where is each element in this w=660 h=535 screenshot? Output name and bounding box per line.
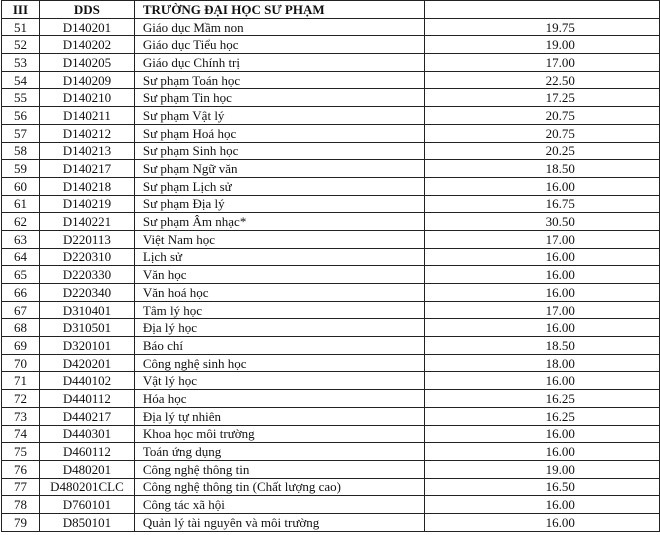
row-index: 54 <box>2 71 40 89</box>
row-index: 55 <box>2 89 40 107</box>
row-code: D440301 <box>39 425 134 443</box>
row-major-name: Sư phạm Hoá học <box>134 124 424 142</box>
table-row <box>2 284 660 302</box>
row-major-name: Việt Nam học <box>134 230 424 248</box>
table-row <box>2 248 660 266</box>
table-row <box>2 319 660 337</box>
row-major-name: Sư phạm Toán học <box>134 71 424 89</box>
header-school-name: TRƯỜNG ĐẠI HỌC SƯ PHẠM <box>134 1 424 19</box>
row-index: 71 <box>2 372 40 390</box>
row-index: 73 <box>2 407 40 425</box>
row-score: 16.25 <box>424 390 659 408</box>
row-score: 16.00 <box>424 266 659 284</box>
row-index: 59 <box>2 160 40 178</box>
table-row <box>2 372 660 390</box>
row-major-name: Giáo dục Tiểu học <box>134 36 424 54</box>
row-code: D140219 <box>39 195 134 213</box>
row-major-name: Giáo dục Chính trị <box>134 54 424 72</box>
table-row <box>2 54 660 72</box>
row-code: D140201 <box>39 18 134 36</box>
row-index: 65 <box>2 266 40 284</box>
row-major-name: Lịch sử <box>134 248 424 266</box>
table-row <box>2 195 660 213</box>
row-code: D760101 <box>39 496 134 514</box>
row-major-name: Tâm lý học <box>134 301 424 319</box>
row-major-name: Công tác xã hội <box>134 496 424 514</box>
table-row <box>2 36 660 54</box>
row-score: 16.00 <box>424 496 659 514</box>
row-score: 17.00 <box>424 301 659 319</box>
admission-score-table <box>1 0 660 532</box>
row-code: D480201 <box>39 460 134 478</box>
row-major-name: Công nghệ thông tin <box>134 460 424 478</box>
row-code: D140211 <box>39 107 134 125</box>
row-major-name: Văn hoá học <box>134 284 424 302</box>
table-row <box>2 124 660 142</box>
row-major-name: Vật lý học <box>134 372 424 390</box>
row-score: 30.50 <box>424 213 659 231</box>
row-code: D220340 <box>39 284 134 302</box>
table-row <box>2 443 660 461</box>
row-score: 16.00 <box>424 319 659 337</box>
row-index: 62 <box>2 213 40 231</box>
row-score: 19.75 <box>424 18 659 36</box>
row-index: 66 <box>2 284 40 302</box>
row-index: 63 <box>2 230 40 248</box>
row-major-name: Văn học <box>134 266 424 284</box>
row-score: 20.75 <box>424 107 659 125</box>
row-code: D140205 <box>39 54 134 72</box>
row-major-name: Sư phạm Địa lý <box>134 195 424 213</box>
table-row <box>2 301 660 319</box>
row-code: D140212 <box>39 124 134 142</box>
row-code: D140202 <box>39 36 134 54</box>
row-score: 16.75 <box>424 195 659 213</box>
row-code: D140217 <box>39 160 134 178</box>
row-score: 18.50 <box>424 337 659 355</box>
row-code: D140218 <box>39 177 134 195</box>
row-major-name: Giáo dục Mầm non <box>134 18 424 36</box>
table-row <box>2 337 660 355</box>
row-score: 19.00 <box>424 460 659 478</box>
row-score: 20.75 <box>424 124 659 142</box>
row-score: 17.00 <box>424 54 659 72</box>
row-major-name: Sư phạm Ngữ văn <box>134 160 424 178</box>
row-code: D310401 <box>39 301 134 319</box>
table-row <box>2 407 660 425</box>
table-row <box>2 425 660 443</box>
row-index: 74 <box>2 425 40 443</box>
row-code: D440112 <box>39 390 134 408</box>
row-code: D420201 <box>39 354 134 372</box>
header-index: III <box>2 1 40 19</box>
row-score: 18.50 <box>424 160 659 178</box>
table-row <box>2 496 660 514</box>
row-index: 79 <box>2 513 40 531</box>
row-code: D140209 <box>39 71 134 89</box>
row-code: D460112 <box>39 443 134 461</box>
header-score <box>424 1 659 19</box>
row-score: 16.00 <box>424 248 659 266</box>
row-index: 77 <box>2 478 40 496</box>
table-row <box>2 89 660 107</box>
row-index: 57 <box>2 124 40 142</box>
row-major-name: Công nghệ thông tin (Chất lượng cao) <box>134 478 424 496</box>
row-code: D310501 <box>39 319 134 337</box>
row-code: D140221 <box>39 213 134 231</box>
table-row <box>2 460 660 478</box>
row-code: D220310 <box>39 248 134 266</box>
table-row <box>2 71 660 89</box>
header-code: DDS <box>39 1 134 19</box>
table-row <box>2 142 660 160</box>
table-row <box>2 160 660 178</box>
row-score: 16.25 <box>424 407 659 425</box>
row-index: 76 <box>2 460 40 478</box>
row-major-name: Sư phạm Tin học <box>134 89 424 107</box>
row-code: D220330 <box>39 266 134 284</box>
row-score: 16.00 <box>424 425 659 443</box>
table-row <box>2 513 660 531</box>
row-index: 51 <box>2 18 40 36</box>
row-index: 56 <box>2 107 40 125</box>
table-row <box>2 478 660 496</box>
row-index: 68 <box>2 319 40 337</box>
row-score: 16.00 <box>424 284 659 302</box>
row-code: D480201CLC <box>39 478 134 496</box>
row-index: 70 <box>2 354 40 372</box>
table-row <box>2 230 660 248</box>
row-index: 72 <box>2 390 40 408</box>
row-major-name: Khoa học môi trường <box>134 425 424 443</box>
table-header-row <box>2 1 660 19</box>
row-code: D320101 <box>39 337 134 355</box>
row-index: 53 <box>2 54 40 72</box>
row-index: 64 <box>2 248 40 266</box>
row-index: 58 <box>2 142 40 160</box>
table-row <box>2 107 660 125</box>
row-major-name: Địa lý học <box>134 319 424 337</box>
row-code: D850101 <box>39 513 134 531</box>
row-score: 18.00 <box>424 354 659 372</box>
row-major-name: Báo chí <box>134 337 424 355</box>
row-score: 16.00 <box>424 443 659 461</box>
table-row <box>2 177 660 195</box>
row-major-name: Hóa học <box>134 390 424 408</box>
row-major-name: Quản lý tài nguyên và môi trường <box>134 513 424 531</box>
row-score: 16.00 <box>424 372 659 390</box>
row-major-name: Công nghệ sinh học <box>134 354 424 372</box>
row-major-name: Sư phạm Sinh học <box>134 142 424 160</box>
row-score: 22.50 <box>424 71 659 89</box>
row-code: D220113 <box>39 230 134 248</box>
row-score: 16.00 <box>424 177 659 195</box>
row-code: D140210 <box>39 89 134 107</box>
row-major-name: Toán ứng dụng <box>134 443 424 461</box>
row-code: D140213 <box>39 142 134 160</box>
row-index: 60 <box>2 177 40 195</box>
row-index: 61 <box>2 195 40 213</box>
table-row <box>2 266 660 284</box>
row-index: 78 <box>2 496 40 514</box>
table-row <box>2 354 660 372</box>
table-row <box>2 213 660 231</box>
row-score: 17.00 <box>424 230 659 248</box>
table-row <box>2 390 660 408</box>
row-index: 67 <box>2 301 40 319</box>
row-score: 16.00 <box>424 513 659 531</box>
row-major-name: Sư phạm Vật lý <box>134 107 424 125</box>
row-code: D440217 <box>39 407 134 425</box>
row-major-name: Địa lý tự nhiên <box>134 407 424 425</box>
row-score: 16.50 <box>424 478 659 496</box>
row-code: D440102 <box>39 372 134 390</box>
table-row <box>2 18 660 36</box>
row-score: 20.25 <box>424 142 659 160</box>
table-body <box>2 18 660 531</box>
row-index: 52 <box>2 36 40 54</box>
row-score: 17.25 <box>424 89 659 107</box>
row-index: 69 <box>2 337 40 355</box>
row-index: 75 <box>2 443 40 461</box>
row-major-name: Sư phạm Âm nhạc* <box>134 213 424 231</box>
row-score: 19.00 <box>424 36 659 54</box>
row-major-name: Sư phạm Lịch sử <box>134 177 424 195</box>
